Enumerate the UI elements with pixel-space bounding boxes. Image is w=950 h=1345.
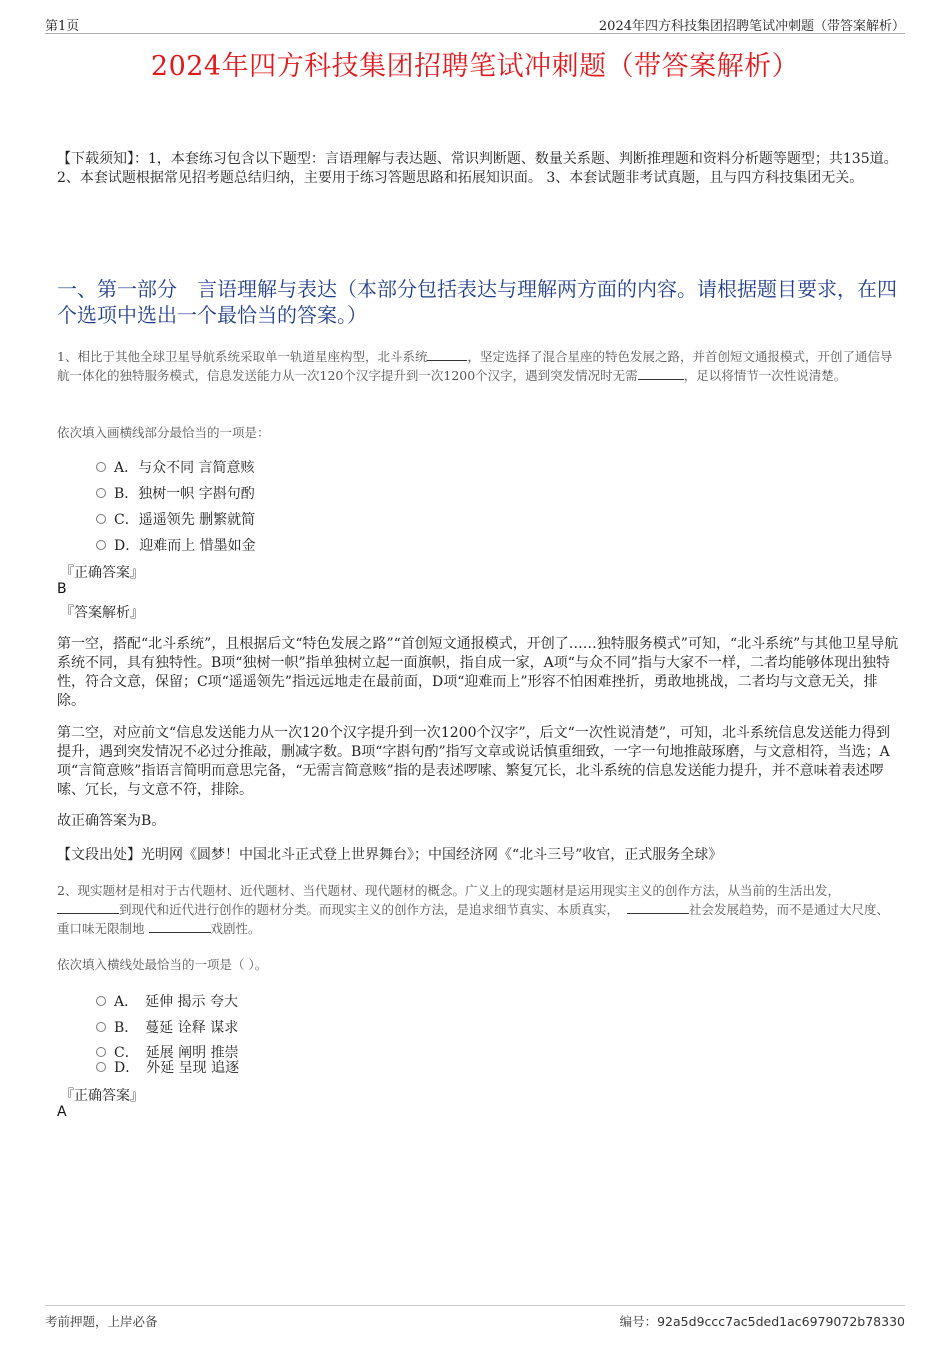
option-label: C．遥遥领先 删繁就简 xyxy=(114,512,256,528)
q1-blank-1 xyxy=(427,348,467,361)
download-notice: 【下载须知】：1，本套练习包含以下题型：言语理解与表达题、常识判断题、数量关系题、判断推理题和资料分析题等题型；共135道。 2、本套试题根据常见招考题总结归纳，主要用于练习答题思路和拓展知识面。 3、本套试题非考试真题，且与四方科技集团无关。 xyxy=(57,151,898,186)
q1-option-d[interactable] xyxy=(96,535,256,555)
question-1-stem xyxy=(57,347,900,385)
q1-option-a[interactable] xyxy=(96,457,255,477)
radio-icon[interactable] xyxy=(96,540,106,550)
page-number: 第1页 xyxy=(45,19,80,34)
q2-stem-part-a: 2、现实题材是相对于古代题材、近代题材、当代题材、现代题材的概念。广义上的现实题材是运用现实主义的创作方法，从当前的生活出发， xyxy=(57,883,840,898)
q2-blank-2 xyxy=(627,901,689,914)
option-label: C． 延展 阐明 推崇 xyxy=(114,1045,239,1061)
footer-divider xyxy=(45,1305,905,1306)
q1-conclusion: 故正确答案为B。 xyxy=(57,813,166,829)
q2-stem-part-c: 社会发展趋势，而不是通过大尺度、重口味无限制地 xyxy=(57,902,890,936)
option-label: B． 蔓延 诠释 谋求 xyxy=(114,1020,239,1036)
q1-analysis-1: 第一空，搭配“北斗系统”，且根据后文“特色发展之路”“首创短文通报模式，开创了……独特服务模式”可知，“北斗系统”与其他卫星导航系统不同，具有独特性。B项“独树一帜”指单独树立起一面旗帜，指自成一家，A项“与众不同”指与大家不一样，二者均能够体现出独特性，符合文意，保留；C项“遥遥领先”指远远地走在最前面，D项“迎难而上”形容不怕困难挫折，勇敢地挑战，二者均与文意无关，排除。 xyxy=(57,636,899,709)
document-title: 2024年四方科技集团招聘笔试冲刺题（带答案解析） xyxy=(150,51,800,82)
radio-icon[interactable] xyxy=(96,488,106,498)
q1-analysis-2: 第二空，对应前文“信息发送能力从一次120个汉字提升到一次1200个汉字”，后文“一次性说清楚”，可知，北斗系统信息发送能力得到提升，遇到突发情况不必过分推敲，删减字数。B项“字斟句酌”指写文章或说话慎重细致，一字一句地推敲琢磨，与文意相符，当选；A项“言简意赅”指语言简明而意思完备，“无需言简意赅”指的是表述啰嗦、繁复冗长，北斗系统的信息发送能力提升，并不意味着表述啰嗦、冗长，与文意不符，排除。 xyxy=(57,725,890,798)
q1-stem-part-a: 1、相比于其他全球卫星导航系统采取单一轨道星座构型，北斗系统 xyxy=(57,349,428,364)
q1-analysis-label: 『答案解析』 xyxy=(60,605,144,621)
header-doc-title: 2024年四方科技集团招聘笔试冲刺题（带答案解析） xyxy=(598,19,905,34)
q2-option-a[interactable] xyxy=(96,991,238,1011)
q1-answer: B xyxy=(57,581,67,597)
question-2-prompt: 依次填入横线处最恰当的一项是（ ）。 xyxy=(57,957,268,972)
q2-option-d[interactable] xyxy=(96,1057,239,1077)
q1-answer-label: 『正确答案』 xyxy=(60,565,144,581)
option-label: A． 延伸 揭示 夸大 xyxy=(114,994,239,1010)
radio-icon[interactable] xyxy=(96,1022,106,1032)
q1-stem-part-b: ，坚定选择了混合星座的特色发展之路，并首创短文通报模式，开创了通信导航一体化的独特服务模式，信息发送能力从一次120个汉字提升到一次1200个汉字，遇到突发情况时无需 xyxy=(57,349,893,383)
q2-option-b[interactable] xyxy=(96,1017,238,1037)
radio-icon[interactable] xyxy=(96,1047,106,1057)
footer-code xyxy=(620,1312,905,1330)
option-label: D．迎难而上 惜墨如金 xyxy=(114,538,256,554)
q2-answer-label: 『正确答案』 xyxy=(60,1088,144,1104)
q2-stem-part-d: 戏剧性。 xyxy=(210,921,261,936)
q1-source: 【文段出处】光明网《圆梦！中国北斗正式登上世界舞台》；中国经济网《“北斗三号”收官，正式服务全球》 xyxy=(57,847,723,863)
option-label: D． 外延 呈现 追逐 xyxy=(114,1060,240,1076)
q2-answer: A xyxy=(57,1104,67,1120)
radio-icon[interactable] xyxy=(96,1062,106,1072)
question-1-prompt: 依次填入画横线部分最恰当的一项是： xyxy=(57,425,270,440)
radio-icon[interactable] xyxy=(96,462,106,472)
q2-blank-3 xyxy=(149,920,211,933)
q1-option-b[interactable] xyxy=(96,483,255,503)
q2-stem-part-b: 到现代和近代进行创作的题材分类。而现实主义的创作方法，是追求细节真实、本质真实， xyxy=(119,902,620,917)
option-label: B．独树一帜 字斟句酌 xyxy=(114,486,255,502)
footer-slogan: 考前押题，上岸必备 xyxy=(45,1314,158,1329)
radio-icon[interactable] xyxy=(96,514,106,524)
footer-code-value: 92a5d9ccc7ac5ded1ac6979072b78330 xyxy=(657,1314,905,1329)
q1-blank-2 xyxy=(638,367,684,380)
header-divider xyxy=(45,33,905,34)
q1-stem-part-c: ，足以将情节一次性说清楚。 xyxy=(683,368,847,383)
section-heading: 一、第一部分 言语理解与表达（本部分包括表达与理解两方面的内容。请根据题目要求，在四个选项中选出一个最恰当的答案。） xyxy=(57,277,897,327)
q1-option-c[interactable] xyxy=(96,509,255,529)
footer-code-label: 编号： xyxy=(619,1314,658,1329)
radio-icon[interactable] xyxy=(96,996,106,1006)
q2-blank-1 xyxy=(57,901,119,914)
option-label: A．与众不同 言简意赅 xyxy=(114,460,255,476)
question-2-stem xyxy=(57,881,900,938)
